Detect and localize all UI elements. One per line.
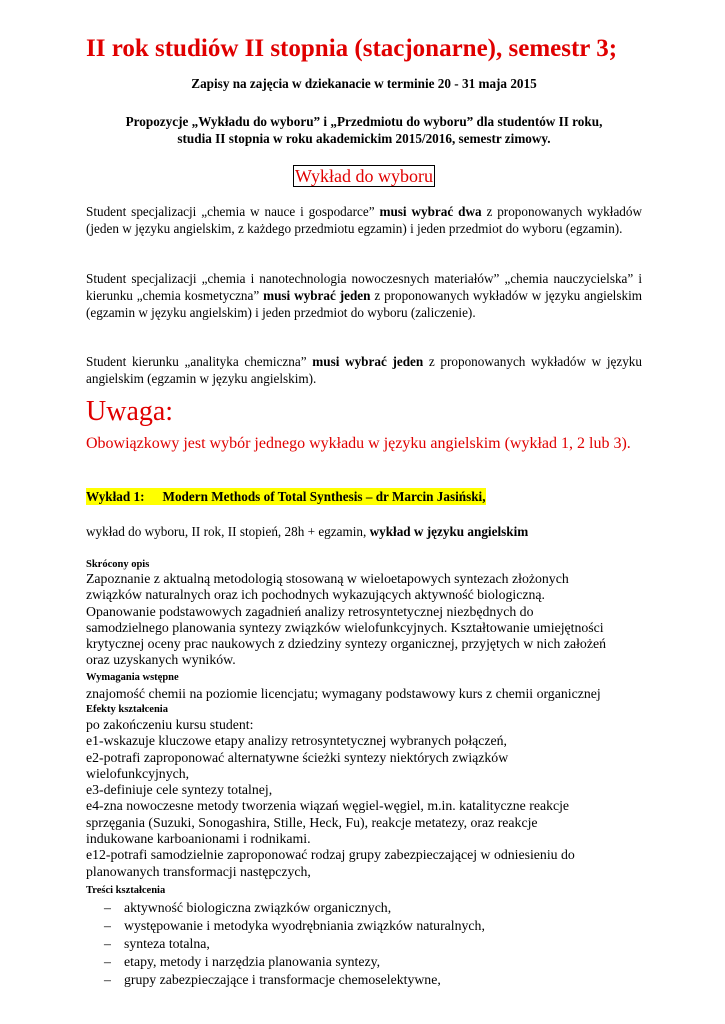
list-item [86, 899, 485, 917]
list-item-text: synteza totalna, [124, 936, 210, 951]
text-line: Zapoznanie z aktualną metodologią stosowaną w wieloetapowych syntezach złożonych [86, 571, 569, 586]
lecture-1-info [86, 523, 528, 540]
text-line: planowanych transformacji następczych, [86, 863, 311, 879]
proposal-line-2: studia II stopnia w roku akademickim 2015/2016, semestr zimowy. [177, 131, 551, 146]
paragraph-specialization-3 [86, 353, 642, 387]
prerequisites [86, 686, 642, 702]
proposal-line-1: Propozycje „Wykładu do wyboru” i „Przedmiotu do wyboru” dla studentów II roku, [125, 114, 603, 129]
paragraph-text: Student specjalizacji „chemia i nanotechnologia nowoczesnych materiałów” „chemia nauczycielska” i kierunku „chemia kosmetyczna” [86, 271, 642, 303]
short-description [86, 571, 642, 669]
text-line: związków naturalnych oraz ich pochodnych wykazujących aktywność biologiczną. [86, 587, 545, 603]
dash-bullet-icon: – [104, 972, 111, 987]
text-line: krytycznej oceny prac naukowych z dziedziny syntezy organicznej, przyjętych w nich założeń [86, 636, 606, 652]
paragraph-text: z proponowanych wykładów w języku angielskim (egzamin w języku angielskim). [86, 354, 642, 386]
page-title: II rok studiów II stopnia (stacjonarne), semestr 3; [86, 35, 618, 62]
list-item-text: aktywność biologiczna związków organicznych, [124, 900, 392, 915]
text-line: sprzęgania (Suzuki, Sonogashira, Stille, Heck, Fu), reakcje metatezy, oraz reakcje [86, 814, 538, 830]
paragraph-emphasis: musi wybrać jeden [263, 288, 371, 303]
section-heading: Wykład do wyboru [295, 166, 433, 186]
text-line: e12-potrafi samodzielnie zaproponować rodzaj grupy zabezpieczającej w odniesieniu do [86, 847, 575, 863]
paragraph-text: Student kierunku „analityka chemiczna” [86, 354, 313, 369]
paragraph-specialization-1 [86, 203, 642, 237]
paragraph-emphasis: musi wybrać dwa [379, 204, 482, 219]
list-item-text: etapy, metody i narzędzia planowania syntezy, [124, 954, 381, 969]
list-item [86, 917, 485, 935]
enrollment-notice: Zapisy na zajęcia w dziekanacie w terminie 20 - 31 maja 2015 [191, 76, 537, 91]
text-line: e1-wskazuje kluczowe etapy analizy retrosyntetycznej wybranych połączeń, [86, 733, 507, 749]
prerequisites-heading: Wymagania wstępne [86, 672, 179, 683]
text-line: e4-zna nowoczesne metody tworzenia wiązań węgiel-węgiel, m.in. katalityczne reakcje [86, 798, 570, 814]
text-line: po zakończeniu kursu student: [86, 717, 254, 732]
paragraph-text: z proponowanych wykładów w języku angielskim (egzamin w języku angielskim) i jeden przedmiot do wyboru (zaliczenie). [86, 288, 642, 320]
text-line: indukowane karboanionami i rodnikami. [86, 831, 311, 847]
paragraph-text: Student specjalizacji „chemia w nauce i gospodarce” [86, 204, 380, 219]
note-text: Obowiązkowy jest wybór jednego wykładu w języku angielskim (wykład 1, 2 lub 3). [86, 435, 631, 452]
paragraph-emphasis: musi wybrać jeden [312, 354, 424, 369]
lecture-info-text: wykład do wyboru, II rok, II stopień, 28h + egzamin, [86, 524, 370, 539]
lecture-title: Modern Methods of Total Synthesis – dr Marcin Jasiński, [162, 489, 486, 504]
list-item [86, 953, 485, 971]
text-line: znajomość chemii na poziomie licencjatu; wymagany podstawowy kurs z chemii organicznej [86, 686, 601, 701]
paragraph-text: z proponowanych wykładów (jeden w języku angielskim, z każdego przedmiotu egzamin) i jeden przedmiot do wyboru (egzamin). [86, 204, 643, 236]
short-description-heading: Skrócony opis [86, 559, 150, 570]
list-item-text: występowanie i metodyka wyodrębniania związków naturalnych, [124, 918, 485, 933]
list-item [86, 971, 485, 989]
lecture-language: wykład w języku angielskim [369, 524, 529, 539]
lecture-label: Wykład 1: [86, 489, 145, 504]
text-line: samodzielnego planowania syntezy związków wielofunkcyjnych. Kształtowanie umiejętności [86, 619, 604, 635]
text-line: oraz uzyskanych wyników. [86, 652, 236, 668]
dash-bullet-icon: – [104, 954, 111, 969]
paragraph-specialization-2 [86, 270, 642, 321]
section-heading-box [86, 165, 642, 187]
text-line: e2-potrafi zaproponować alternatywne ścieżki syntezy niektórych związków [86, 749, 509, 765]
dash-bullet-icon: – [104, 900, 111, 915]
list-item [86, 935, 485, 953]
content-list [86, 899, 485, 989]
lecture-1-heading [86, 488, 486, 505]
dash-bullet-icon: – [104, 936, 111, 951]
text-line: e3-definiuje cele syntezy totalnej, [86, 782, 273, 798]
dash-bullet-icon: – [104, 918, 111, 933]
learning-outcomes [86, 717, 642, 880]
text-line: wielofunkcyjnych, [86, 765, 190, 781]
content-heading: Treści kształcenia [86, 885, 166, 896]
list-item-text: grupy zabezpieczające i transformacje chemoselektywne, [124, 972, 441, 987]
note-heading: Uwaga: [86, 396, 174, 427]
text-line: Opanowanie podstawowych zagadnień analizy retrosyntetycznej niezbędnych do [86, 603, 534, 619]
outcomes-heading: Efekty kształcenia [86, 704, 168, 715]
